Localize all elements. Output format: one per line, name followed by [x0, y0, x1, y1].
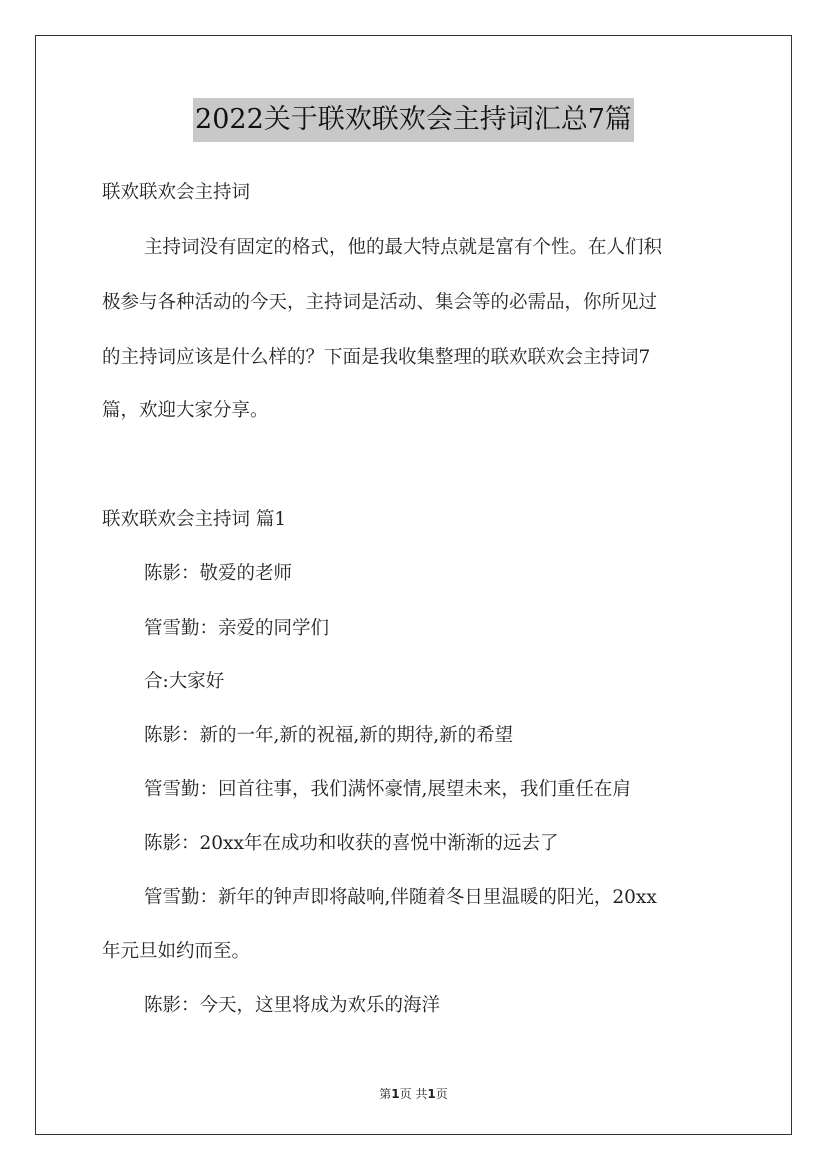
document-title: 2022关于联欢联欢会主持词汇总7篇: [193, 98, 634, 142]
title-container: [0, 98, 827, 142]
intro-line: 的主持词应该是什么样的？下面是我收集整理的联欢联欢会主持词7: [102, 347, 651, 368]
dialogue-line: 管雪勤：新年的钟声即将敲响,伴随着冬日里温暖的阳光，20xx: [144, 887, 657, 908]
page-mid: 页 共: [399, 1087, 428, 1101]
heading: 联欢联欢会主持词: [102, 182, 251, 203]
dialogue-line: 陈影：新的一年,新的祝福,新的期待,新的希望: [144, 725, 514, 746]
dialogue-line: 陈影：今天，这里将成为欢乐的海洋: [144, 995, 441, 1016]
intro-line: 极参与各种活动的今天，主持词是活动、集会等的必需品，你所见过: [102, 292, 658, 313]
section-heading: 联欢联欢会主持词 篇1: [102, 509, 287, 530]
dialogue-line: 陈影：敬爱的老师: [144, 563, 293, 584]
page-footer: [0, 1085, 827, 1102]
page-prefix: 第: [379, 1087, 392, 1101]
intro-line: 篇，欢迎大家分享。: [102, 400, 269, 421]
dialogue-line: 合:大家好: [144, 671, 225, 692]
dialogue-line: 管雪勤：回首往事，我们满怀豪情,展望未来，我们重任在肩: [144, 779, 631, 800]
dialogue-line: 陈影：20xx年在成功和收获的喜悦中渐渐的远去了: [144, 833, 559, 854]
dialogue-line: 年元旦如约而至。: [102, 941, 251, 962]
page-suffix: 页: [435, 1087, 448, 1101]
page-total: 1: [427, 1087, 436, 1101]
page-current: 1: [391, 1087, 400, 1101]
intro-line: 主持词没有固定的格式，他的最大特点就是富有个性。在人们积: [144, 237, 663, 258]
dialogue-line: 管雪勤：亲爱的同学们: [144, 618, 330, 639]
